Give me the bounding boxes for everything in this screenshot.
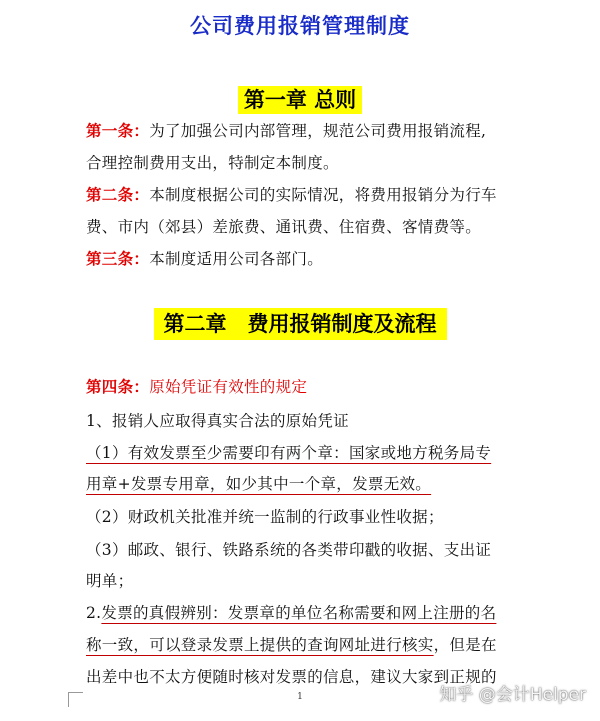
sub-item-2: （2）财政机关批准并统一监制的行政事业性收据； [86,508,444,526]
chapter-1-heading [0,86,600,114]
sub-item-1-line-1: （1）有效发票至少需要印有两个章：国家或地方税务局专 [86,444,492,462]
article-3-line-1 [86,249,526,269]
sub-item-3-line-2: 明单； [86,572,134,590]
item-2-line-3: 出差中也不太方便随时核对发票的信息，建议大家到正规的 [86,668,497,686]
article-2-line-1 [86,185,526,205]
item-2-text-1: 发票的真假辨别：发票章的单位名称需要和网上注册的名 [101,604,497,622]
article-1-text-1: 为了加强公司内部管理，规范公司费用报销流程, [149,122,487,140]
item-2-line-1 [86,603,526,623]
page-number: 1 [297,692,303,702]
article-4-title: 原始凭证有效性的规定 [149,378,308,396]
article-3-text-1: 本制度适用公司各部门。 [149,250,324,268]
article-1-label: 第一条： [86,121,150,140]
chapter-2-heading [0,308,600,340]
item-2-prefix: 2. [86,604,102,622]
article-2-text-1: 本制度根据公司的实际情况，将费用报销分为行车 [149,186,497,204]
article-2-text-2: 费、市内（郊县）差旅费、通讯费、住宿费、客情费等。 [86,218,482,236]
chapter-2-heading-text: 第二章 费用报销制度及流程 [154,308,447,340]
article-3-label: 第三条： [86,249,150,268]
sub-item-1-line-2: 用章+发票专用章，如少其中一个章，发票无效。 [86,475,432,493]
article-1-text-2: 合理控制费用支出，特制定本制度。 [86,154,339,172]
item-1: 1、报销人应取得真实合法的原始凭证 [86,412,349,430]
article-2-line-2 [86,217,526,237]
watermark-text: 知乎 @会计Helper [439,685,586,705]
article-4-line [86,377,526,397]
article-2-label: 第二条： [86,185,150,204]
article-4-label: 第四条： [86,377,150,396]
article-1-line-2 [86,153,526,173]
item-2-text-2a: 称一致，可以登录发票上提供的查询网址进行核实 [86,636,434,654]
article-1-line-1 [86,121,526,141]
sub-item-3-line-1: （3）邮政、银行、铁路系统的各类带印戳的收据、支出证 [86,541,492,559]
item-2-text-2b: ，但是在 [433,636,497,654]
item-2-line-2 [86,635,526,655]
document-title: 公司费用报销管理制度 [190,14,410,38]
chapter-1-heading-text: 第一章 总则 [238,86,362,114]
